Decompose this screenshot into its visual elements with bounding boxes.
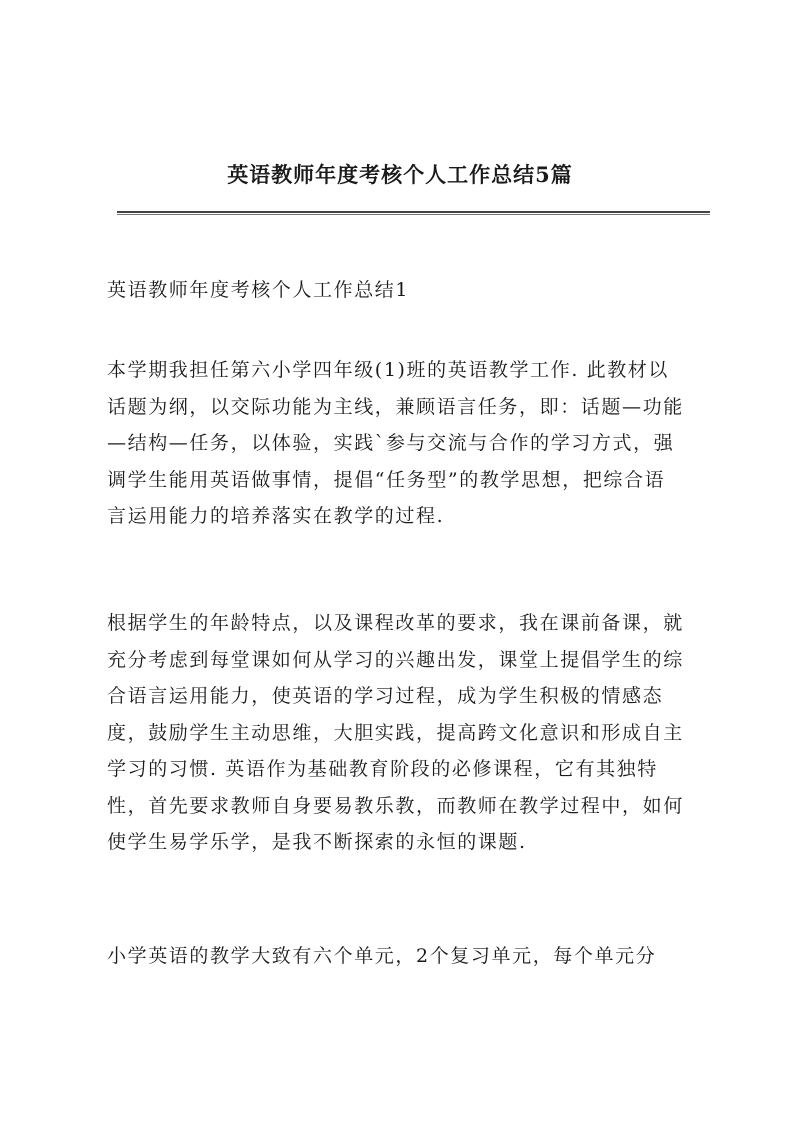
document-title: 英语教师年度考核个人工作总结5篇 (227, 162, 573, 187)
paragraph-line: 调学生能用英语做事情，提倡“任务型”的教学思想，把综合语 (107, 468, 666, 491)
paragraph-line: 小学英语的教学大致有六个单元，2个复习单元，每个单元分 (107, 945, 657, 967)
paragraph-line: 合语言运用能力，使英语的学习过程，成为学生积极的情感态 (107, 685, 664, 707)
paragraph-line: 性，首先要求教师自身要易教乐教，而教师在教学过程中，如何 (107, 794, 684, 817)
title-divider (117, 211, 710, 215)
paragraph-2 (107, 605, 707, 861)
paragraph-line: 使学生易学乐学，是我不断探索的永恒的课题. (107, 831, 527, 853)
paragraph-1 (107, 352, 707, 535)
paragraph-line: 度，鼓励学生主动思维，大胆实践，提高跨文化意识和形成自主 (107, 721, 684, 744)
paragraph-line: 本学期我担任第六小学四年级(1)班的英语教学工作. 此教材以 (107, 359, 669, 381)
paragraph-line: 学习的习惯. 英语作为基础教育阶段的必修课程，它有其独特 (107, 758, 658, 780)
paragraph-3 (107, 938, 707, 975)
paragraph-line: 根据学生的年龄特点，以及课程改革的要求，我在课前备课，就 (107, 612, 684, 634)
paragraph-line: 言运用能力的培养落实在教学的过程. (107, 505, 445, 527)
paragraph-line: —结构—任务，以体验，实践`参与交流与合作的学习方式，强 (107, 432, 675, 454)
paragraph-line: 话题为纲，以交际功能为主线，兼顾语言任务，即：话题—功能 (107, 395, 684, 418)
section-heading: 英语教师年度考核个人工作总结1 (107, 279, 410, 301)
paragraph-line: 充分考虑到每堂课如何从学习的兴趣出发，课堂上提倡学生的综 (107, 648, 684, 671)
